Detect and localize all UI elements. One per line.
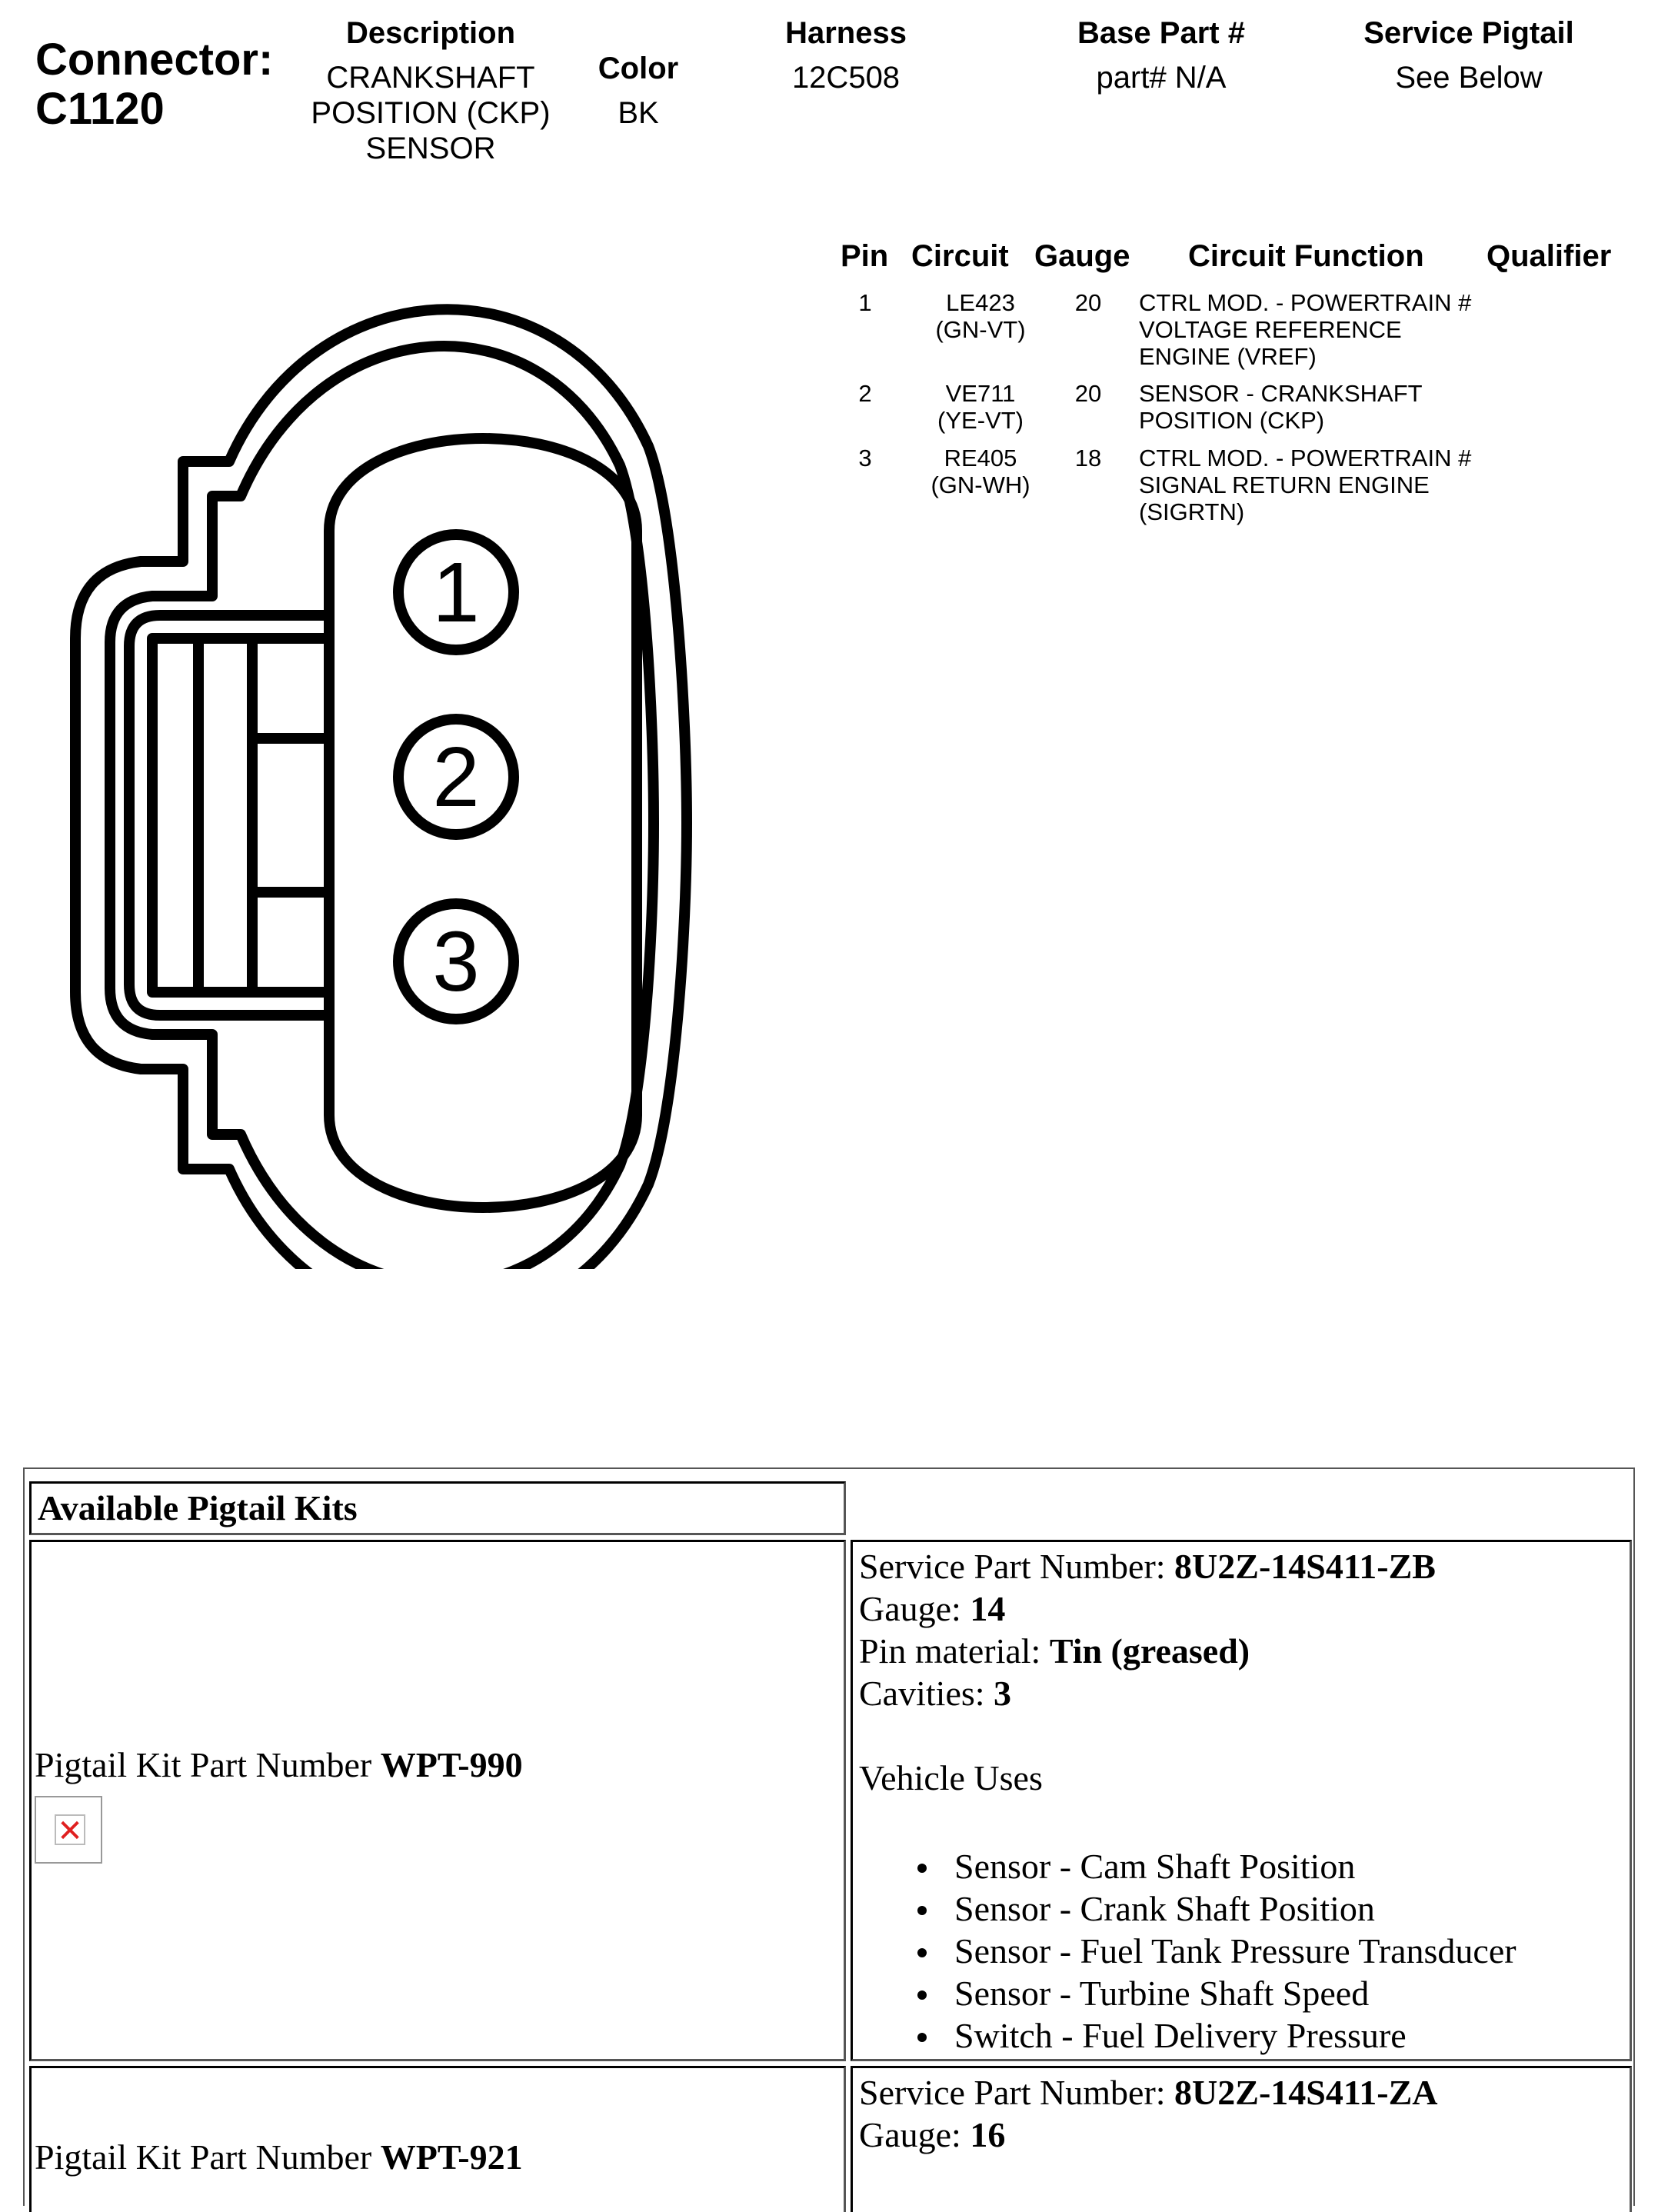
connector-title (35, 35, 273, 134)
kit-label: Pigtail Kit Part Number (35, 1745, 381, 1784)
harness-value: 12C508 (791, 61, 901, 95)
qualifier-header: Qualifier (1487, 239, 1612, 273)
service-pigtail-column (1338, 15, 1600, 95)
circuit-color: (GN-WH) (931, 471, 1030, 498)
base-part-value: part# N/A (1096, 61, 1227, 95)
pin-material-line (859, 1630, 1623, 1672)
kit-number: WPT-921 (380, 2137, 523, 2177)
service-part-line (859, 2071, 1623, 2114)
service-part-number: 8U2Z-14S411-ZB (1174, 1547, 1436, 1586)
circuit-function-line: CTRL MOD. - POWERTRAIN # (1139, 289, 1472, 316)
vehicle-uses-list (859, 1845, 1623, 2057)
connector-face-diagram (68, 285, 783, 1269)
pin-number: 3 (858, 445, 872, 471)
pin-material-label: Pin material: (859, 1631, 1050, 1671)
circuit-function-line: (SIGRTN) (1139, 498, 1245, 525)
gauge-value: 14 (970, 1589, 1006, 1628)
circuit-code: LE423 (946, 289, 1015, 316)
description-label: Description (345, 16, 516, 50)
circuit-function-line: SIGNAL RETURN ENGINE (1139, 471, 1430, 498)
circuit-function-line: ENGINE (VREF) (1139, 343, 1317, 370)
connector-label: Connector: (35, 35, 274, 85)
pigtail-kits-table (23, 1467, 1635, 2206)
circuit-header: Circuit (911, 239, 1009, 273)
connector-latch-inner (152, 638, 329, 992)
kit-1-part-line (35, 1744, 523, 1786)
function-header: Circuit Function (1188, 239, 1424, 273)
harness-label: Harness (785, 16, 907, 50)
description-line: SENSOR (365, 132, 496, 165)
circuit-function-line: POSITION (CKP) (1139, 407, 1325, 434)
circuit-function-line: VOLTAGE REFERENCE (1139, 316, 1402, 343)
base-part-label: Base Part # (1077, 16, 1245, 50)
kit-1-right-cell (851, 1540, 1632, 2061)
gauge-label: Gauge: (859, 2115, 970, 2154)
pin-number: 2 (858, 380, 872, 407)
pin-1-label: 1 (432, 545, 480, 640)
pigtail-table-title (29, 1481, 846, 1535)
harness-column (738, 15, 954, 95)
gauge-value: 18 (1074, 445, 1102, 471)
circuit-code: VE711 (945, 380, 1016, 407)
gauge-line (859, 2114, 1623, 2156)
kit-1-left-cell (29, 1540, 846, 2061)
connector-id: C1120 (35, 84, 165, 134)
kit-number: WPT-990 (380, 1745, 523, 1784)
description-line: CRANKSHAFT (326, 61, 535, 95)
pin-number: 1 (858, 289, 872, 316)
color-value: BK (618, 96, 659, 130)
list-item: Sensor - Fuel Tank Pressure Transducer (859, 1930, 1623, 1972)
color-column (569, 51, 707, 131)
pin-2-label: 2 (432, 730, 480, 825)
pigtail-title-text: Available Pigtail Kits (38, 1488, 358, 1527)
connector-latch (129, 615, 329, 1015)
list-item: Sensor - Cam Shaft Position (859, 1845, 1623, 1887)
gauge-label: Gauge: (859, 1589, 970, 1628)
color-label: Color (598, 52, 679, 85)
description-column (292, 15, 569, 166)
base-part-column (1038, 15, 1284, 95)
gauge-value: 20 (1074, 289, 1102, 316)
connector-outer-shell (75, 309, 687, 1269)
pin-header: Pin (841, 239, 889, 273)
service-part-number: 8U2Z-14S411-ZA (1174, 2073, 1438, 2112)
description-line: POSITION (CKP) (311, 96, 551, 130)
list-item: Switch - Fuel Delivery Pressure (859, 2014, 1623, 2057)
kit-2-part-line (35, 2136, 523, 2178)
cavities-line (859, 1672, 1623, 1714)
gauge-header: Gauge (1034, 239, 1130, 273)
connector-inner-shell (110, 346, 654, 1269)
circuit-color: (YE-VT) (937, 407, 1024, 434)
circuit-function-line: SENSOR - CRANKSHAFT (1139, 380, 1423, 407)
broken-image-icon: ✕ (35, 1796, 102, 1864)
vehicle-uses-label: Vehicle Uses (859, 1758, 1043, 1797)
pin-material-value: Tin (greased) (1049, 1631, 1250, 1671)
cavities-label: Cavities: (859, 1674, 994, 1713)
service-part-label: Service Part Number: (859, 2073, 1175, 2112)
circuit-color: (GN-VT) (935, 316, 1026, 343)
gauge-value: 16 (970, 2115, 1006, 2154)
kit-label: Pigtail Kit Part Number (35, 2137, 381, 2177)
circuit-code: RE405 (944, 445, 1017, 471)
service-pigtail-label: Service Pigtail (1363, 16, 1574, 50)
list-item: Sensor - Turbine Shaft Speed (859, 1972, 1623, 2014)
service-part-label: Service Part Number: (859, 1547, 1175, 1586)
circuit-function-line: CTRL MOD. - POWERTRAIN # (1139, 445, 1472, 471)
list-item: Sensor - Crank Shaft Position (859, 1887, 1623, 1930)
cavities-value: 3 (994, 1674, 1012, 1713)
latch-window (252, 638, 329, 992)
gauge-value: 20 (1074, 380, 1102, 407)
service-part-line (859, 1545, 1623, 1587)
pin-3-label: 3 (432, 914, 480, 1009)
service-pigtail-value: See Below (1395, 61, 1543, 95)
gauge-line (859, 1587, 1623, 1630)
